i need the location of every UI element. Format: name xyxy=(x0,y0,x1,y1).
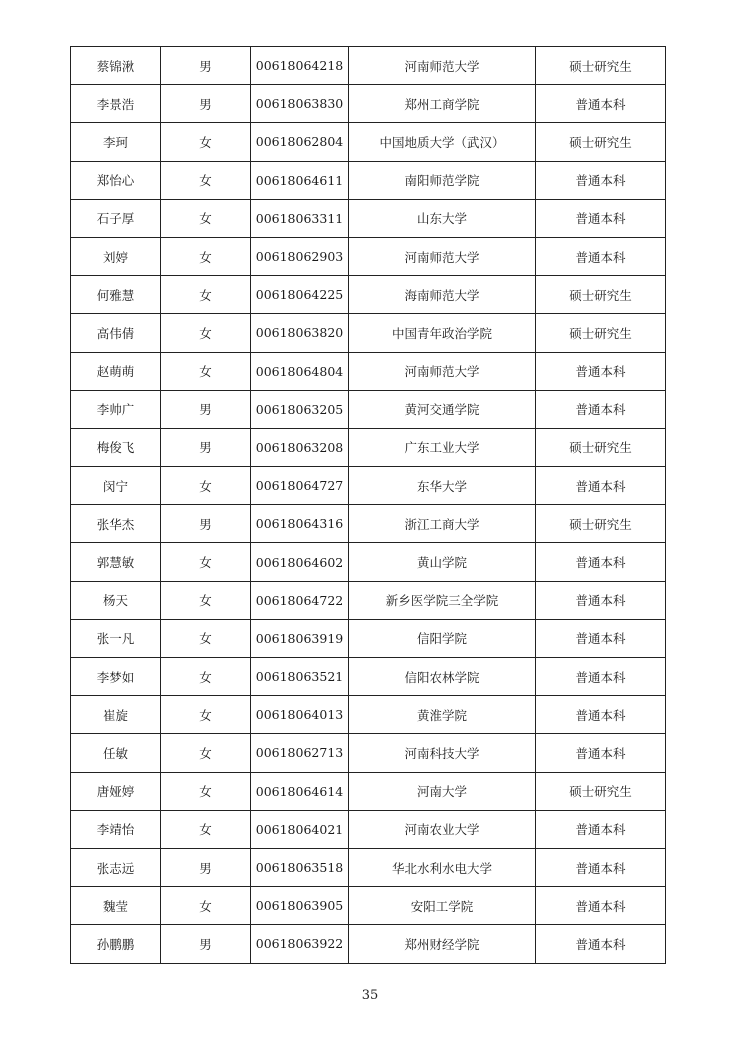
cell-school: 信阳学院 xyxy=(349,619,536,657)
cell-school: 郑州财经学院 xyxy=(349,925,536,963)
table-row xyxy=(71,658,666,696)
cell-gender: 女 xyxy=(161,199,251,237)
table-row xyxy=(71,925,666,963)
cell-degree: 普通本科 xyxy=(536,925,666,963)
table-row xyxy=(71,161,666,199)
cell-name: 李珂 xyxy=(71,123,161,161)
cell-id: 00618063521 xyxy=(251,658,349,696)
cell-degree: 普通本科 xyxy=(536,734,666,772)
cell-name: 李景浩 xyxy=(71,85,161,123)
cell-gender: 男 xyxy=(161,428,251,466)
cell-id: 00618062804 xyxy=(251,123,349,161)
cell-school: 海南师范大学 xyxy=(349,276,536,314)
cell-name: 张志远 xyxy=(71,848,161,886)
table-row xyxy=(71,428,666,466)
cell-name: 魏莹 xyxy=(71,887,161,925)
table-row xyxy=(71,848,666,886)
table-row xyxy=(71,390,666,428)
cell-school: 河南农业大学 xyxy=(349,810,536,848)
cell-degree: 普通本科 xyxy=(536,543,666,581)
cell-name: 李靖怡 xyxy=(71,810,161,848)
cell-id: 00618064611 xyxy=(251,161,349,199)
cell-id: 00618063820 xyxy=(251,314,349,352)
cell-school: 广东工业大学 xyxy=(349,428,536,466)
cell-gender: 女 xyxy=(161,543,251,581)
cell-id: 00618064727 xyxy=(251,467,349,505)
table-row xyxy=(71,314,666,352)
cell-school: 华北水利水电大学 xyxy=(349,848,536,886)
cell-name: 李帅广 xyxy=(71,390,161,428)
cell-school: 信阳农林学院 xyxy=(349,658,536,696)
cell-gender: 男 xyxy=(161,390,251,428)
cell-school: 新乡医学院三全学院 xyxy=(349,581,536,619)
cell-school: 黄淮学院 xyxy=(349,696,536,734)
cell-gender: 女 xyxy=(161,161,251,199)
cell-degree: 普通本科 xyxy=(536,887,666,925)
cell-name: 张华杰 xyxy=(71,505,161,543)
cell-gender: 女 xyxy=(161,581,251,619)
cell-degree: 普通本科 xyxy=(536,581,666,619)
cell-degree: 普通本科 xyxy=(536,467,666,505)
cell-id: 00618064316 xyxy=(251,505,349,543)
table-row xyxy=(71,237,666,275)
cell-name: 蔡锦湫 xyxy=(71,47,161,85)
table-body xyxy=(71,47,666,964)
cell-degree: 硕士研究生 xyxy=(536,505,666,543)
cell-id: 00618063518 xyxy=(251,848,349,886)
cell-name: 何雅慧 xyxy=(71,276,161,314)
table-row xyxy=(71,810,666,848)
cell-gender: 男 xyxy=(161,505,251,543)
cell-gender: 女 xyxy=(161,658,251,696)
cell-id: 00618064614 xyxy=(251,772,349,810)
cell-degree: 硕士研究生 xyxy=(536,123,666,161)
cell-degree: 硕士研究生 xyxy=(536,47,666,85)
cell-school: 浙江工商大学 xyxy=(349,505,536,543)
table-row xyxy=(71,772,666,810)
cell-gender: 男 xyxy=(161,47,251,85)
cell-id: 00618063919 xyxy=(251,619,349,657)
cell-gender: 男 xyxy=(161,925,251,963)
cell-id: 00618063208 xyxy=(251,428,349,466)
cell-id: 00618063905 xyxy=(251,887,349,925)
cell-name: 孙鹏鹏 xyxy=(71,925,161,963)
cell-id: 00618064013 xyxy=(251,696,349,734)
cell-gender: 女 xyxy=(161,772,251,810)
page-number: 35 xyxy=(361,988,379,1003)
table-row xyxy=(71,352,666,390)
cell-name: 郭慧敏 xyxy=(71,543,161,581)
cell-school: 河南师范大学 xyxy=(349,352,536,390)
cell-name: 赵萌萌 xyxy=(71,352,161,390)
table-row xyxy=(71,734,666,772)
cell-id: 00618064021 xyxy=(251,810,349,848)
cell-degree: 普通本科 xyxy=(536,848,666,886)
cell-degree: 普通本科 xyxy=(536,619,666,657)
cell-gender: 女 xyxy=(161,123,251,161)
table-row xyxy=(71,123,666,161)
cell-gender: 女 xyxy=(161,467,251,505)
table-row xyxy=(71,543,666,581)
candidate-table xyxy=(70,46,666,964)
cell-school: 河南大学 xyxy=(349,772,536,810)
cell-id: 00618063311 xyxy=(251,199,349,237)
cell-degree: 普通本科 xyxy=(536,237,666,275)
cell-name: 杨天 xyxy=(71,581,161,619)
cell-gender: 女 xyxy=(161,619,251,657)
cell-name: 梅俊飞 xyxy=(71,428,161,466)
table-row xyxy=(71,505,666,543)
table-row xyxy=(71,47,666,85)
cell-degree: 普通本科 xyxy=(536,696,666,734)
cell-degree: 普通本科 xyxy=(536,390,666,428)
cell-gender: 男 xyxy=(161,85,251,123)
cell-gender: 女 xyxy=(161,696,251,734)
cell-school: 山东大学 xyxy=(349,199,536,237)
cell-name: 李梦如 xyxy=(71,658,161,696)
cell-gender: 女 xyxy=(161,810,251,848)
cell-degree: 硕士研究生 xyxy=(536,428,666,466)
cell-name: 任敏 xyxy=(71,734,161,772)
cell-degree: 普通本科 xyxy=(536,85,666,123)
cell-id: 00618063922 xyxy=(251,925,349,963)
cell-school: 河南科技大学 xyxy=(349,734,536,772)
cell-school: 东华大学 xyxy=(349,467,536,505)
cell-degree: 普通本科 xyxy=(536,352,666,390)
cell-gender: 女 xyxy=(161,276,251,314)
cell-id: 00618064602 xyxy=(251,543,349,581)
cell-school: 中国青年政治学院 xyxy=(349,314,536,352)
cell-name: 闵宁 xyxy=(71,467,161,505)
cell-id: 00618064804 xyxy=(251,352,349,390)
cell-name: 唐娅婷 xyxy=(71,772,161,810)
cell-school: 安阳工学院 xyxy=(349,887,536,925)
table-row xyxy=(71,467,666,505)
table-row xyxy=(71,887,666,925)
table-row xyxy=(71,199,666,237)
cell-id: 00618062713 xyxy=(251,734,349,772)
table-row xyxy=(71,85,666,123)
table-row xyxy=(71,696,666,734)
cell-name: 石子厚 xyxy=(71,199,161,237)
cell-id: 00618064225 xyxy=(251,276,349,314)
table-row xyxy=(71,581,666,619)
cell-gender: 女 xyxy=(161,887,251,925)
cell-degree: 普通本科 xyxy=(536,810,666,848)
cell-degree: 普通本科 xyxy=(536,161,666,199)
cell-gender: 女 xyxy=(161,314,251,352)
cell-name: 刘婷 xyxy=(71,237,161,275)
cell-degree: 硕士研究生 xyxy=(536,276,666,314)
cell-school: 中国地质大学（武汉） xyxy=(349,123,536,161)
cell-degree: 硕士研究生 xyxy=(536,772,666,810)
cell-gender: 女 xyxy=(161,237,251,275)
cell-degree: 硕士研究生 xyxy=(536,314,666,352)
cell-id: 00618062903 xyxy=(251,237,349,275)
cell-gender: 男 xyxy=(161,848,251,886)
cell-name: 郑怡心 xyxy=(71,161,161,199)
cell-school: 黄河交通学院 xyxy=(349,390,536,428)
cell-school: 郑州工商学院 xyxy=(349,85,536,123)
table-row xyxy=(71,276,666,314)
cell-school: 河南师范大学 xyxy=(349,47,536,85)
cell-degree: 普通本科 xyxy=(536,658,666,696)
cell-gender: 女 xyxy=(161,352,251,390)
cell-school: 黄山学院 xyxy=(349,543,536,581)
cell-name: 高伟倩 xyxy=(71,314,161,352)
cell-id: 00618064218 xyxy=(251,47,349,85)
cell-name: 崔旋 xyxy=(71,696,161,734)
cell-school: 南阳师范学院 xyxy=(349,161,536,199)
cell-school: 河南师范大学 xyxy=(349,237,536,275)
table-row xyxy=(71,619,666,657)
cell-id: 00618063205 xyxy=(251,390,349,428)
cell-degree: 普通本科 xyxy=(536,199,666,237)
cell-id: 00618064722 xyxy=(251,581,349,619)
cell-id: 00618063830 xyxy=(251,85,349,123)
cell-name: 张一凡 xyxy=(71,619,161,657)
cell-gender: 女 xyxy=(161,734,251,772)
